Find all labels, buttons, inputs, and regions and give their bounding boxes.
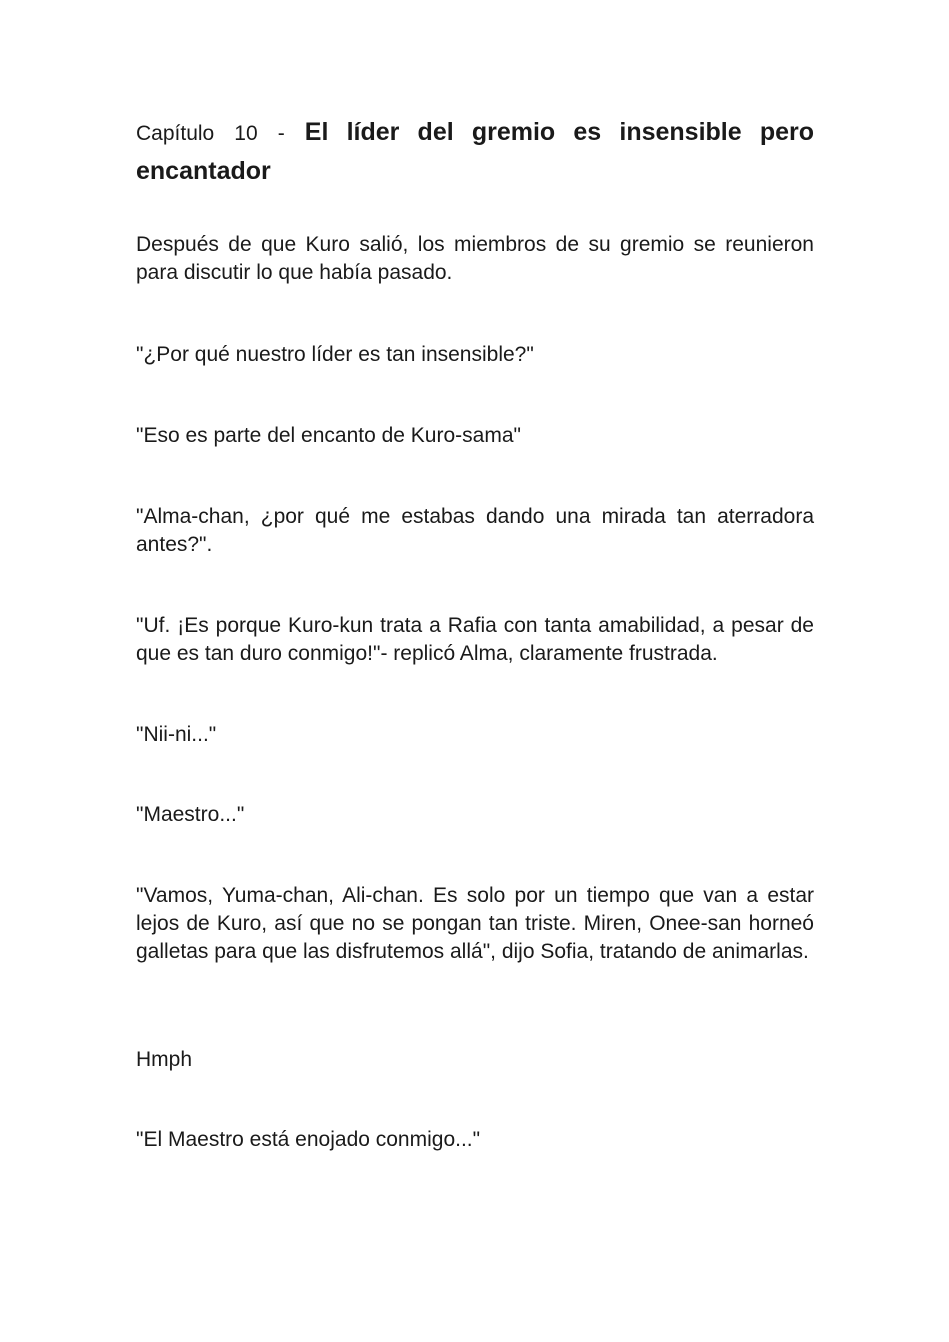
chapter-title: El líder del gremio es insensible pero encantador (136, 118, 814, 185)
paragraph-dialogue: "El Maestro está enojado conmigo..." (136, 1128, 481, 1151)
chapter-prefix: Capítulo 10 - (136, 122, 305, 145)
paragraph-dialogue: "Uf. ¡Es porque Kuro-kun trata a Rafia con tanta amabilidad, a pesar de que es tan duro conmigo!"- replicó Alma, claramente frustrada. (136, 614, 814, 665)
paragraph-dialogue: "Nii-ni..." (136, 723, 217, 746)
paragraph-dialogue: "Eso es parte del encanto de Kuro-sama" (136, 424, 521, 447)
paragraph-dialogue: "¿Por qué nuestro líder es tan insensible?" (136, 343, 534, 366)
paragraph-dialogue: "Maestro..." (136, 803, 245, 826)
chapter-heading (136, 112, 814, 188)
paragraph-narration: Hmph (136, 1048, 193, 1071)
paragraph-intro: Después de que Kuro salió, los miembros de su gremio se reunieron para discutir lo que había pasado. (136, 233, 814, 284)
paragraph-dialogue: "Alma-chan, ¿por qué me estabas dando una mirada tan aterradora antes?". (136, 505, 814, 556)
paragraph-dialogue: "Vamos, Yuma-chan, Ali-chan. Es solo por un tiempo que van a estar lejos de Kuro, así que no se pongan tan triste. Miren, Onee-san horneó galletas para que las disfrutemos allá", dijo Sofia, tratando de animarlas. (136, 884, 814, 963)
